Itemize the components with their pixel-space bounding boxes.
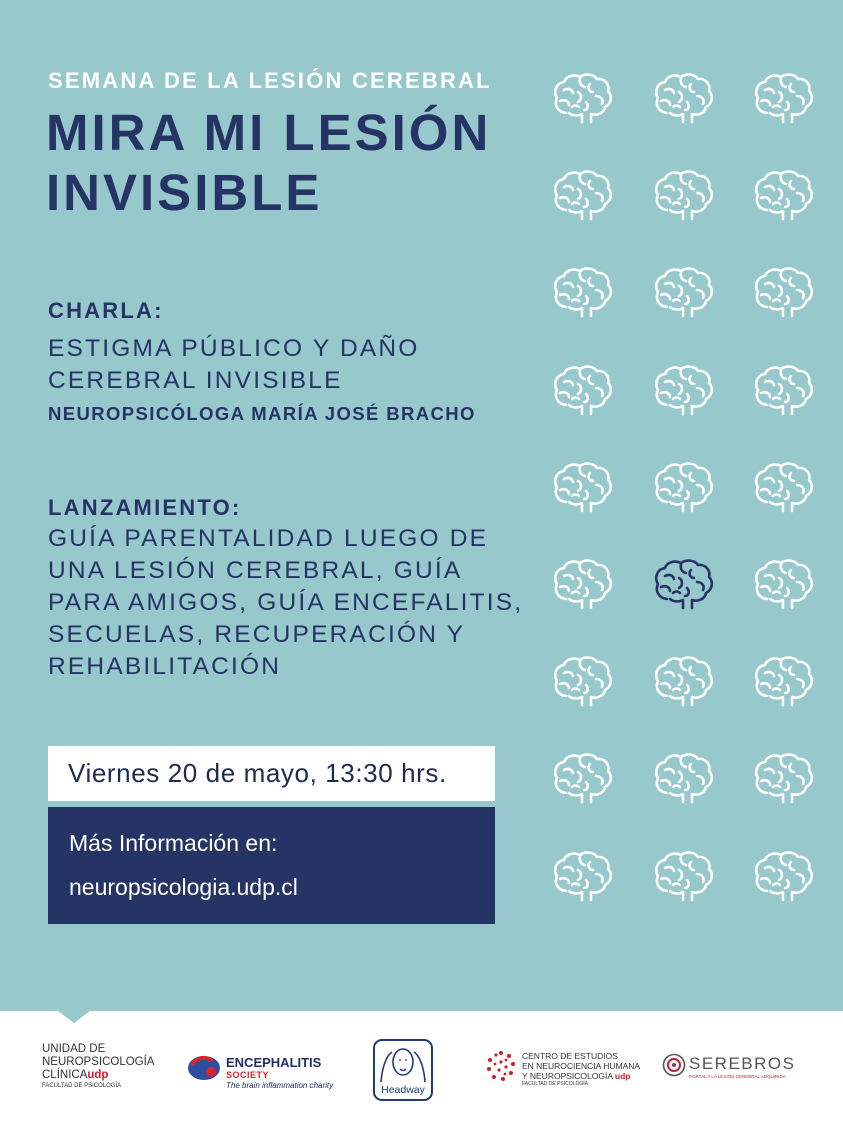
- brain-icon: [552, 169, 614, 221]
- brain-icon: [653, 461, 715, 513]
- talk-label: CHARLA:: [48, 298, 164, 323]
- event-date: Viernes 20 de mayo, 13:30 hrs.: [48, 746, 495, 801]
- brain-icon: [753, 266, 815, 318]
- brain-icon: [753, 558, 815, 610]
- brain-icon: [552, 72, 614, 124]
- pretitle: SEMANA DE LA LESIÓN CEREBRAL: [48, 68, 492, 93]
- brain-icon-highlighted: [653, 558, 715, 610]
- centro-line-2: EN NEUROCIENCIA HUMANA: [522, 1061, 641, 1071]
- brain-icon: [753, 72, 815, 124]
- brain-icon: [552, 461, 614, 513]
- serebros-brain-icon: [662, 1053, 686, 1077]
- brain-icon: [653, 266, 715, 318]
- brain-icon: [753, 752, 815, 804]
- brain-icon: [653, 169, 715, 221]
- title-line-1: MIRA MI LESIÓN: [46, 104, 492, 161]
- centro-sub: FACULTAD DE PSICOLOGÍA: [522, 1081, 588, 1087]
- encephalitis-tagline: The brain inflammation charity: [226, 1081, 334, 1090]
- launch-line-1: GUÍA PARENTALIDAD LUEGO DE: [48, 525, 489, 552]
- logo-headway: [372, 1038, 434, 1102]
- brain-icon: [552, 850, 614, 902]
- brain-icon: [552, 364, 614, 416]
- footer-logos: [0, 1023, 843, 1125]
- brain-icon: [753, 461, 815, 513]
- centro-udp: udp: [614, 1071, 631, 1081]
- info-url-link[interactable]: neuropsicologia.udp.cl: [69, 874, 298, 900]
- logo-unidad-neuropsicologia: [42, 1043, 154, 1091]
- centro-line-3-text: Y NEUROPSICOLOGÍA: [522, 1071, 613, 1081]
- unidad-sub: FACULTAD DE PSICOLOGÍA: [42, 1083, 122, 1089]
- info-label: Más Información en:: [69, 830, 278, 856]
- brain-icon: [552, 752, 614, 804]
- launch-line-3: PARA AMIGOS, GUÍA ENCEFALITIS,: [48, 589, 524, 616]
- launch-line-5: REHABILITACIÓN: [48, 653, 282, 680]
- brain-icon: [753, 655, 815, 707]
- launch-line-2: UNA LESIÓN CEREBRAL, GUÍA: [48, 557, 463, 584]
- unidad-line-2: NEUROPSICOLOGÍA: [42, 1056, 155, 1068]
- brain-icon: [552, 655, 614, 707]
- centro-dots-icon: [484, 1049, 518, 1083]
- centro-line-1: CENTRO DE ESTUDIOS: [522, 1051, 618, 1061]
- unidad-line-3: [42, 1069, 154, 1082]
- talk-title-line-2: CEREBRAL INVISIBLE: [48, 367, 343, 394]
- serebros-name: SEREBROS: [689, 1054, 796, 1073]
- brain-icon: [552, 558, 614, 610]
- launch-label: LANZAMIENTO:: [48, 495, 242, 520]
- centro-text: [522, 1051, 640, 1088]
- talk-title-line-1: ESTIGMA PÚBLICO Y DAÑO: [48, 335, 420, 362]
- brain-icon: [653, 655, 715, 707]
- encephalitis-society: SOCIETY: [226, 1070, 270, 1080]
- brain-icon: [753, 850, 815, 902]
- brain-icon: [753, 169, 815, 221]
- brain-icon: [653, 850, 715, 902]
- brain-icon: [653, 364, 715, 416]
- headway-name: Headway: [381, 1084, 425, 1096]
- encephalitis-name: ENCEPHALITIS: [226, 1055, 322, 1070]
- unidad-udp: udp: [87, 1069, 109, 1081]
- brain-icon: [552, 266, 614, 318]
- brain-icon: [753, 364, 815, 416]
- launch-line-4: SECUELAS, RECUPERACIÓN Y: [48, 621, 466, 648]
- brain-icon: [653, 752, 715, 804]
- brain-icon: [653, 72, 715, 124]
- poster-notch: [58, 1011, 90, 1023]
- unidad-line-1: UNIDAD DE: [42, 1043, 106, 1055]
- talk-speaker: NEUROPSICÓLOGA MARÍA JOSÉ BRACHO: [48, 403, 476, 424]
- encephalitis-brain-icon: [186, 1051, 222, 1085]
- serebros-tagline: PORTAL A LA LESIÓN CEREBRAL ADQUIRIDA: [689, 1074, 786, 1079]
- unidad-line-3-text: CLÍNICA: [42, 1069, 88, 1081]
- title-line-2: INVISIBLE: [46, 164, 323, 221]
- centro-line-3: [522, 1071, 640, 1081]
